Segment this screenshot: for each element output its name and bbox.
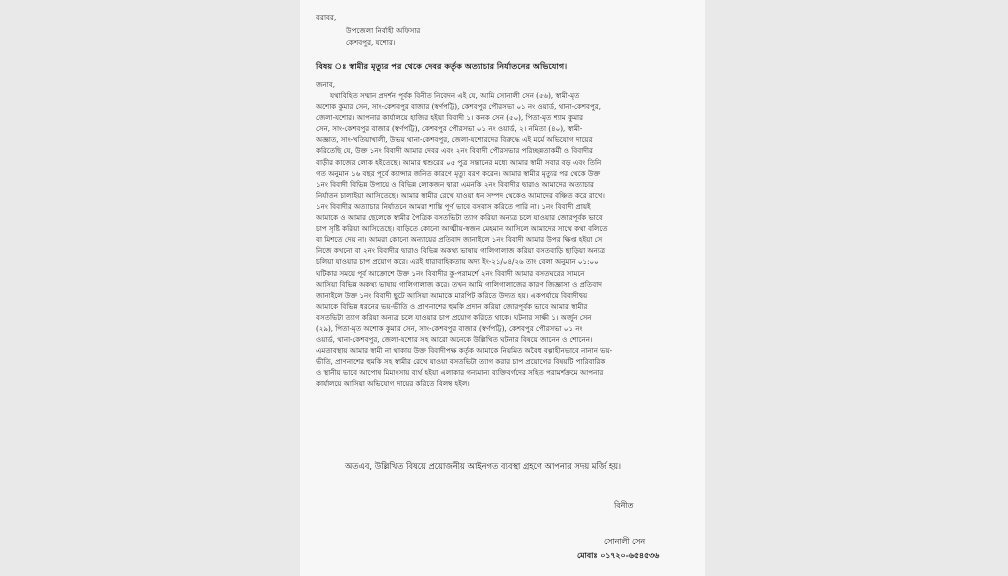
body-line: বসতভিটা ত্যাগ করিয়া অন্যত্র চলে যাওয়ার চাপ প্রয়োগ করিতে থাকে। ঘটনার সাক্ষী ১। অর্জুন সেন bbox=[316, 312, 592, 322]
body-line: নিজে কখনো বা ২নং বিবাদীর দ্বারাও বিভিন্ন অকথ্য ভাষায় গালিগালাজ করিয়া বসতবাড়ি ছাড়িয়া অন্যত্র bbox=[316, 246, 606, 256]
body-line: বাড়ীর কাজের লোক হইতেছে। আমার শ্বশুরের ০৫ পুত্র সন্তানের মধ্যে আমার স্বামী সবার বড় এবং তিনি bbox=[316, 157, 602, 167]
addressee-block bbox=[316, 13, 420, 51]
body-line: কার্যালয়ে আসিয়া অভিযোগ দায়ের করিতে বিলম্ব হইল। bbox=[316, 379, 470, 389]
body-line: আসিয়া বিভিন্ন অকথ্য ভাষায় গালিগালাজ করে। তখন আমি গালিগালাজের কারণ জিজ্ঞাসা ও প্রতিবাদ bbox=[316, 279, 602, 289]
body-line: আমাকে ও আমার ছেলেকে স্বামীর পৈত্রিক বসতভিটা ত্যাগ করিয়া অন্যত্র চলে যাওয়ার জোরপূর্বক ভাবে bbox=[316, 213, 603, 223]
signer-name: সোনালী সেন bbox=[604, 537, 645, 546]
body-line: ও স্থানীয় ভাবে আপোষ মিমাংসায় ব্যর্থ হইয়া এলাকার গন্যমান্য ব্যক্তিবর্গদের সহিত পরামর্শক্রমে আপনার bbox=[316, 368, 604, 378]
body-line: এমতাবস্থায় আমার স্বামী না থাকায় উক্ত বিবাদীপক্ষ কর্তৃক আমাকে নিয়মিত অবৈধ বল্গাহীনভাবে নানান ভয়- bbox=[316, 346, 613, 356]
body-line: অজ্ঞাত, সাং-খতিয়াখালী, উভয় থানা-কেশবপুর, জেলা-যশোরদের বিরুদ্ধে এই মর্মে অভিযোগ দায়ের bbox=[316, 135, 593, 145]
body-line: চলিয়া যাওয়ার চাপ প্রয়োগ করে। এরই ধারাবাহিকতায় অদ্য ইং-২১/০৪/২৬ তাং বেলা অনুমান ০১:০০ bbox=[316, 257, 599, 267]
body-line: যথাবিহিত সম্মান প্রদর্শন পূর্বক বিনীত নিবেদন এই যে, আমি সোনালী সেন (৫৬), স্বামী-মৃত bbox=[330, 91, 580, 100]
body-line: গত অনুমান ১৬ বছর পূর্বে ক্যান্সার জনিত কারণে মৃত্যু বরণ করেন। আমার স্বামীর মৃত্যুর পর থেকে উক্ত bbox=[316, 168, 601, 178]
sign-off: বিনীত bbox=[614, 501, 634, 510]
letter-body bbox=[316, 90, 703, 390]
body-line: ১নং বিবাদীর অত্যাচার নির্যাতনে আমরা শান্তি পূর্ণ ভাবে বসবাস করিতে পারি না। ১নং বিবাদী প্রায়ই bbox=[316, 201, 591, 211]
addressee-line: বরাবর, bbox=[316, 13, 337, 22]
addressee-line: কেশবপুর, যশোর। bbox=[346, 38, 396, 47]
body-line: ভীতি, প্রাণনাশের হুমকি সহ স্বামীর রেখে যাওয়া বসতভিটা ত্যাগ করার চাপ প্রয়োগের বিষয়টি পারিবারিক bbox=[316, 357, 606, 367]
body-line: সেন, সাং-কেশবপুর বাজার (স্বর্ণপট্টি), কেশবপুর পৌরসভা ০১ নং ওয়ার্ড, ২। নমিতা (৪০), স্বামী- bbox=[316, 124, 583, 134]
body-line: নির্যাতন চালাইয়া আসিতেছে। আমার স্বামীর রেখে যাওয়া ধন সম্পদ থেকেও আমাদের বঞ্চিত করে রাখে। bbox=[316, 190, 605, 200]
body-line: অশোক কুমার সেন, সাং-কেশবপুর বাজার (স্বর্ণপট্টি), কেশবপুর পৌরসভা ০১ নং ওয়ার্ড, থানা-কেশবপুর, bbox=[316, 102, 601, 112]
body-line: ১নং বিবাদী বিভিন্ন উপায়ে ও বিভিন্ন লোকজন দ্বারা এমনকি ২নং বিবাদীর দ্বারাও আমাদের অত্যাচার bbox=[316, 179, 594, 189]
body-line: করিতেছি যে, উক্ত ১নং বিবাদী আমার দেবর এবং ২নং বিবাদী পৌরসভার পরিচ্ছন্নতাকর্মী ও বিবাদীর bbox=[316, 146, 593, 156]
body-line: ঘটিকার সময়ে পূর্ব আক্রোশে উক্ত ১নং বিবাদীর কু-পরামর্শে ২নং বিবাদী আমার বসতঘরের সামনে bbox=[316, 268, 585, 278]
body-line: চাপ সৃষ্টি করিয়া আসিতেছে। বাড়িতে কোনো আত্মীয়-স্বজন মেহমান আসিলে আমাদের সাথে কথা বলিতে bbox=[316, 224, 608, 234]
body-line: বা মিশতে দেয় না। আমরা কোনো অন্যায়ের প্রতিবাদ জানাইলে ১নং বিবাদী আমার উপর ক্ষিপ্ত হইয়া সে bbox=[316, 235, 603, 245]
body-line: জেলা-যশোর। আপনার কার্যালয়ে হাজির হইয়া বিবাদী ১। কনক সেন (৫০), পিতা-মৃত শ্যাম কুমার bbox=[316, 113, 583, 123]
addressee-line: উপজেলা নির্বাহী অফিসার bbox=[346, 25, 421, 35]
signer-phone: মোবাঃ ০১৭২০-৬৫৪৫৩৬ bbox=[577, 551, 660, 560]
closing-paragraph: অতএব, উল্লিখিত বিষয়ে প্রয়োজনীয় আইনগত ব্যবস্থা গ্রহণে আপনার সদয় মর্জি হয়। bbox=[345, 461, 622, 471]
body-line: আমাকে বিভিন্ন ধরনের ভয়-ভীতি ও প্রাণনাশের হুমকি প্রদান করিয়া জোরপূর্বক ভাবে আমার স্বামীর bbox=[316, 301, 588, 311]
body-line: ওয়ার্ড, থানা-কেশবপুর, জেলা-যশোর সহ আরো অনেকে উল্লিখিত ঘটনার বিষয়ে জানেন ও শোনেন। bbox=[316, 335, 593, 345]
subject-line: বিষয় ঃ স্বামীর মৃত্যুর পর থেকে দেবর কর্তৃক অত্যাচার নির্যাতনের অভিযোগ। bbox=[316, 61, 568, 71]
salutation: জনাব, bbox=[316, 80, 336, 89]
body-line: জানাইলে উক্ত ১নং বিবাদী ছুটে আসিয়া আমাকে মারপিট করিতে উদ্যত হয়। একপর্যায়ে বিবাদীদ্বয় bbox=[316, 290, 588, 300]
body-line: (২৯), পিতা-মৃত অশোক কুমার সেন, সাং-কেশবপুর বাজার (স্বর্ণপট্টি), কেশবপুর পৌরসভা ০১ নং bbox=[316, 323, 583, 333]
